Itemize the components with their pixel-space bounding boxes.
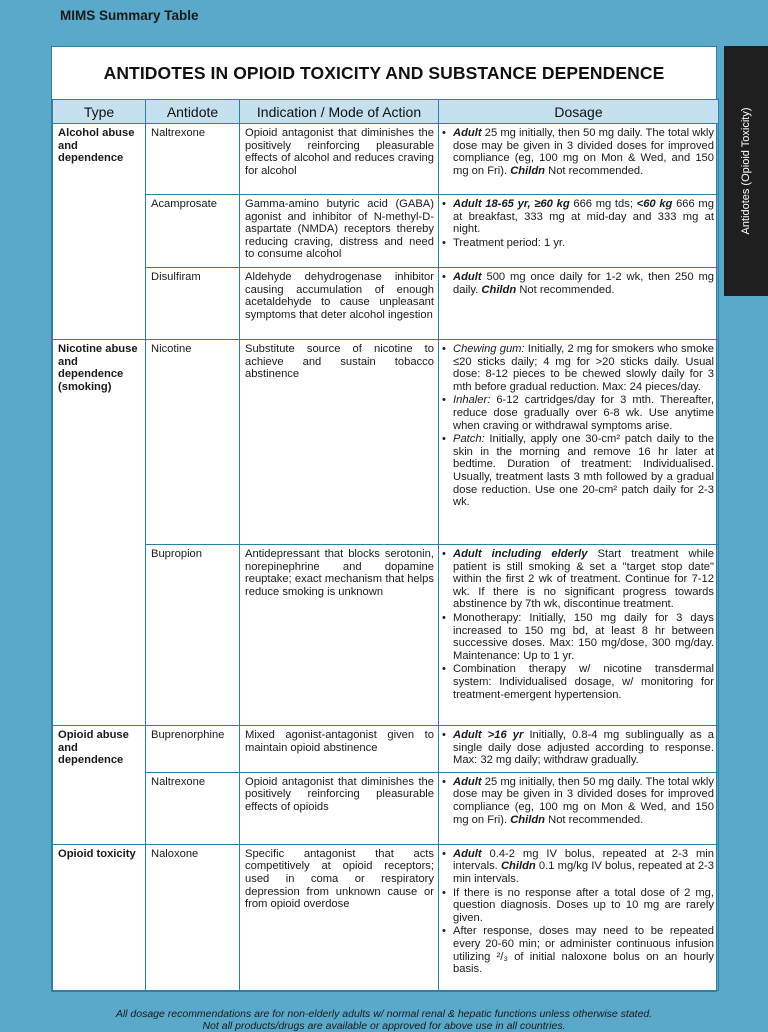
dose-text: Treatment period: 1 yr. — [453, 236, 566, 249]
dose-text: 0.1 mg/kg IV bolus, repeated at 2-3 min intervals. — [453, 860, 714, 885]
dosage-bullet: • Adult 25 mg initially, then 50 mg daily. The total wkly dose may be given in 3 divided doses for improved compliance (eg, 100 mg on Mon & Wed, and 150 mg on Fri). Childn Not recommended. — [442, 127, 714, 177]
dose-text: Monotherapy: Initially, 150 mg daily for 3 days increased to 150 mg bd, at least 8 hr between successive doses. Max: 150 mg/dose, 300 mg/day. Maintenance: Up to 1 yr. — [453, 611, 714, 662]
table-row — [53, 726, 719, 773]
dose-text: 25 mg initially, then 50 mg daily. The total wkly dose may be given in 3 divided doses for improved compliance (eg, 100 mg on Mon & Wed, and 150 mg on Fri). — [453, 127, 714, 177]
dosage-bullet: • After response, doses may need to be repeated every 20-60 min; or administer continuous infusion utilizing ²/₃ of initial naloxone bolus on an hourly basis. — [442, 925, 714, 976]
dosage-cell — [439, 124, 719, 195]
dose-text: 25 mg initially, then 50 mg daily. The total wkly dose may be given in 3 divided doses for improved compliance (eg, 100 mg on Mon & Wed, and 150 mg on Fri). — [453, 775, 714, 826]
antidote-cell: Buprenorphine — [146, 726, 240, 773]
dose-text: 6-12 cartridges/day for 3 mth. Thereafter, reduce dose gradually over 6-8 wk. Use anytime when craving or withdrawal symptoms arise. — [453, 394, 714, 432]
antidote-cell: Disulfiram — [146, 268, 240, 340]
footnote: All dosage recommendations are for non-elderly adults w/ normal renal & hepatic functions unless otherwise stated. — [115, 1008, 653, 1020]
summary-table-panel — [51, 46, 717, 992]
dosage-cell — [439, 726, 719, 773]
column-header-dosage: Dosage — [439, 100, 719, 124]
dose-label: Adult — [453, 847, 482, 860]
antidote-cell: Nicotine — [146, 340, 240, 545]
dose-text: Not recommended. — [516, 283, 615, 296]
dosage-cell — [439, 844, 719, 990]
dose-label: Adult >16 yr — [453, 729, 524, 741]
dosage-bullet: • Adult >16 yr Initially, 0.8-4 mg sublingually as a single daily dose adjusted according to response. Max: 32 mg daily; withdraw gradually. — [442, 729, 714, 767]
dose-label: Childn — [481, 283, 517, 296]
dose-text: 666 mg tds; — [569, 198, 637, 210]
indication-cell: Aldehyde dehydrogenase inhibitor causing accumulation of enough acetaldehyde to cause unpleasant symptoms that deter alcohol ingestion — [240, 268, 439, 340]
dose-text: Start treatment while patient is still smoking & set a "target stop date" within the first 2 wk of treatment. Continue for 7-12 wk. If there is no significant progress towards abstinence by 7th wk, discontinue treatment. — [453, 548, 714, 611]
table-row — [53, 268, 719, 340]
dose-label: Adult — [453, 127, 482, 139]
dose-label: Adult 18-65 yr, ≥60 kg — [453, 198, 570, 210]
type-cell-alcohol: Alcohol abuse and dependence — [53, 124, 146, 340]
indication-cell: Substitute source of nicotine to achieve and sustain tobacco abstinence — [240, 340, 439, 545]
dosage-bullet: • Adult 0.4-2 mg IV bolus, repeated at 2-3 min intervals. Childn 0.1 mg/kg IV bolus, repeated at 2-3 min intervals. — [442, 847, 714, 885]
table-row — [53, 545, 719, 726]
indication-cell: Opioid antagonist that diminishes the positively reinforcing pleasurable effects of opioids — [240, 772, 439, 844]
antidote-cell: Naloxone — [146, 844, 240, 990]
dose-text: If there is no response after a total dose of 2 mg, question diagnosis. Doses up to 10 mg are rarely given. — [453, 886, 714, 924]
dose-text: 666 mg at breakfast, 333 mg at mid-day and 333 mg at night. — [453, 198, 714, 236]
table-row — [53, 195, 719, 268]
dose-text: Combination therapy w/ nicotine transdermal system: Individualised dosage, w/ monitoring for treatment-emergent hypertension. — [453, 663, 714, 701]
indication-cell: Specific antagonist that acts competitively at opioid receptors; used in coma or respiratory depression from unknown cause or from opioid overdose — [240, 844, 439, 990]
table-header-row — [53, 100, 719, 124]
antidote-cell: Acamprosate — [146, 195, 240, 268]
dosage-bullet: • Monotherapy: Initially, 150 mg daily for 3 days increased to 150 mg bd, at least 8 hr between successive doses. Max: 150 mg/dose, 300 mg/day. Maintenance: Up to 1 yr. — [442, 611, 714, 662]
dose-label: Adult — [453, 271, 482, 283]
antidote-cell: Bupropion — [146, 545, 240, 726]
table-row — [53, 844, 719, 990]
dosage-bullet: • Adult 18-65 yr, ≥60 kg 666 mg tds; <60 kg 666 mg at breakfast, 333 mg at mid-day and 333 mg at night. — [442, 198, 714, 236]
dosage-bullet: • Treatment period: 1 yr. — [442, 237, 714, 250]
dosage-cell — [439, 772, 719, 844]
type-cell-nicotine: Nicotine abuse and dependence (smoking) — [53, 340, 146, 726]
dosage-cell — [439, 195, 719, 268]
dose-text: Initially, 0.8-4 mg sublingually as a single daily dose adjusted according to response. Max: 32 mg daily; withdraw gradually. — [453, 729, 714, 767]
dose-label: Adult — [453, 775, 482, 788]
dose-text: Initially, apply one 30-cm² patch daily to the skin in the morning and remove 16 hr later at bedtime. Duration of treatment: Individualised. Usually, treatment lasts 3 mth followed by a gradual dose reduction. Use one 20-cm² patch daily for 2-3 wk. — [453, 433, 714, 509]
antidote-cell: Naltrexone — [146, 124, 240, 195]
table-row — [53, 340, 719, 545]
dosage-bullet: • Adult 500 mg once daily for 1-2 wk, then 250 mg daily. Childn Not recommended. — [442, 271, 714, 296]
side-tab-label: Antidotes (Opioid Toxicity) — [740, 107, 752, 235]
dose-label: Childn — [510, 164, 546, 177]
dosage-bullet: • If there is no response after a total dose of 2 mg, question diagnosis. Doses up to 10 mg are rarely given. — [442, 886, 714, 924]
section-side-tab — [724, 46, 768, 296]
dosage-bullet: • Inhaler: 6-12 cartridges/day for 3 mth. Thereafter, reduce dose gradually over 6-8 wk. Use anytime when craving or withdrawal symptoms arise. — [442, 394, 714, 432]
dose-label: Childn — [500, 860, 536, 873]
indication-cell: Gamma-amino butyric acid (GABA) agonist and inhibitor of N-methyl-D-aspartate (NMDA) receptors thereby reducing craving, distress and need to consume alcohol — [240, 195, 439, 268]
dosage-cell — [439, 340, 719, 545]
dose-text: 0.4-2 mg IV bolus, repeated at 2-3 min intervals. — [453, 847, 714, 873]
dose-text: Not recommended. — [545, 164, 644, 177]
dosage-bullet: • Adult including elderly Start treatment while patient is still smoking & set a "target stop date" within the first 2 wk of treatment. Continue for 7-12 wk. If there is no significant progress towards abstinence by 7th wk, discontinue treatment. — [442, 548, 714, 611]
column-header-type: Type — [53, 100, 146, 124]
dosage-bullet: • Chewing gum: Initially, 2 mg for smokers who smoke ≤20 sticks daily; 4 mg for >20 sticks daily. Usual dose: 8-12 pieces to be chewed slowly daily for 3 mth before gradual reduction. Max: 24 pieces/day. — [442, 343, 715, 393]
table-row — [53, 124, 719, 195]
dose-label: Childn — [510, 813, 546, 826]
type-cell-opioid: Opioid abuse and dependence — [53, 726, 146, 845]
column-header-antidote: Antidote — [146, 100, 240, 124]
dosage-bullet: • Adult 25 mg initially, then 50 mg daily. The total wkly dose may be given in 3 divided doses for improved compliance (eg, 100 mg on Mon & Wed, and 150 mg on Fri). Childn Not recommended. — [442, 775, 714, 826]
dose-text: After response, doses may need to be repeated every 20-60 min; or administer continuous infusion utilizing ²/₃ of initial naloxone bolus on an hourly basis. — [453, 925, 714, 976]
dose-label: Chewing gum: — [453, 343, 525, 355]
antidote-cell: Naltrexone — [146, 772, 240, 844]
page-header: MIMS Summary Table — [60, 8, 199, 23]
dose-text: Not recommended. — [545, 813, 644, 826]
table-title: ANTIDOTES IN OPIOID TOXICITY AND SUBSTANCE DEPENDENCE — [103, 62, 665, 83]
dose-label: Patch: — [453, 433, 485, 446]
dose-label: Inhaler: — [453, 394, 491, 407]
dosage-bullet: • Patch: Initially, apply one 30-cm² patch daily to the skin in the morning and remove 16 hr later at bedtime. Duration of treatment: Individualised. Usually, treatment lasts 3 mth followed by a gradual dose reduction. Use one 20-cm² patch daily for 2-3 wk. — [442, 433, 714, 509]
dose-text: 500 mg once daily for 1-2 wk, then 250 mg daily. — [453, 271, 714, 296]
dose-label: <60 kg — [636, 198, 673, 210]
indication-cell: Opioid antagonist that diminishes the positively reinforcing pleasurable effects of alcohol and reduces craving for alcohol — [240, 124, 439, 195]
dose-label: Adult including elderly — [453, 548, 588, 560]
dosage-cell — [439, 545, 719, 726]
column-header-indication: Indication / Mode of Action — [240, 100, 439, 124]
dosage-cell — [439, 268, 719, 340]
type-cell-toxicity: Opioid toxicity — [53, 844, 146, 990]
antidotes-table — [52, 99, 719, 991]
indication-cell: Antidepressant that blocks serotonin, norepinephrine and dopamine reuptake; exact mechanism that helps reduce smoking is unknown — [240, 545, 439, 726]
table-row — [53, 772, 719, 844]
indication-cell: Mixed agonist-antagonist given to maintain opioid abstinence — [240, 726, 439, 773]
dose-text: Initially, 2 mg for smokers who smoke ≤20 sticks daily; 4 mg for >20 sticks daily. Usual dose: 8-12 pieces to be chewed slowly daily for 3 mth before gradual reduction. Max: 24 pieces/day. — [453, 343, 715, 393]
footnote-secondary: Not all products/drugs are available or approved for above use in all countries. — [202, 1020, 566, 1032]
dosage-bullet: • Combination therapy w/ nicotine transdermal system: Individualised dosage, w/ monitoring for treatment-emergent hypertension. — [442, 663, 714, 701]
